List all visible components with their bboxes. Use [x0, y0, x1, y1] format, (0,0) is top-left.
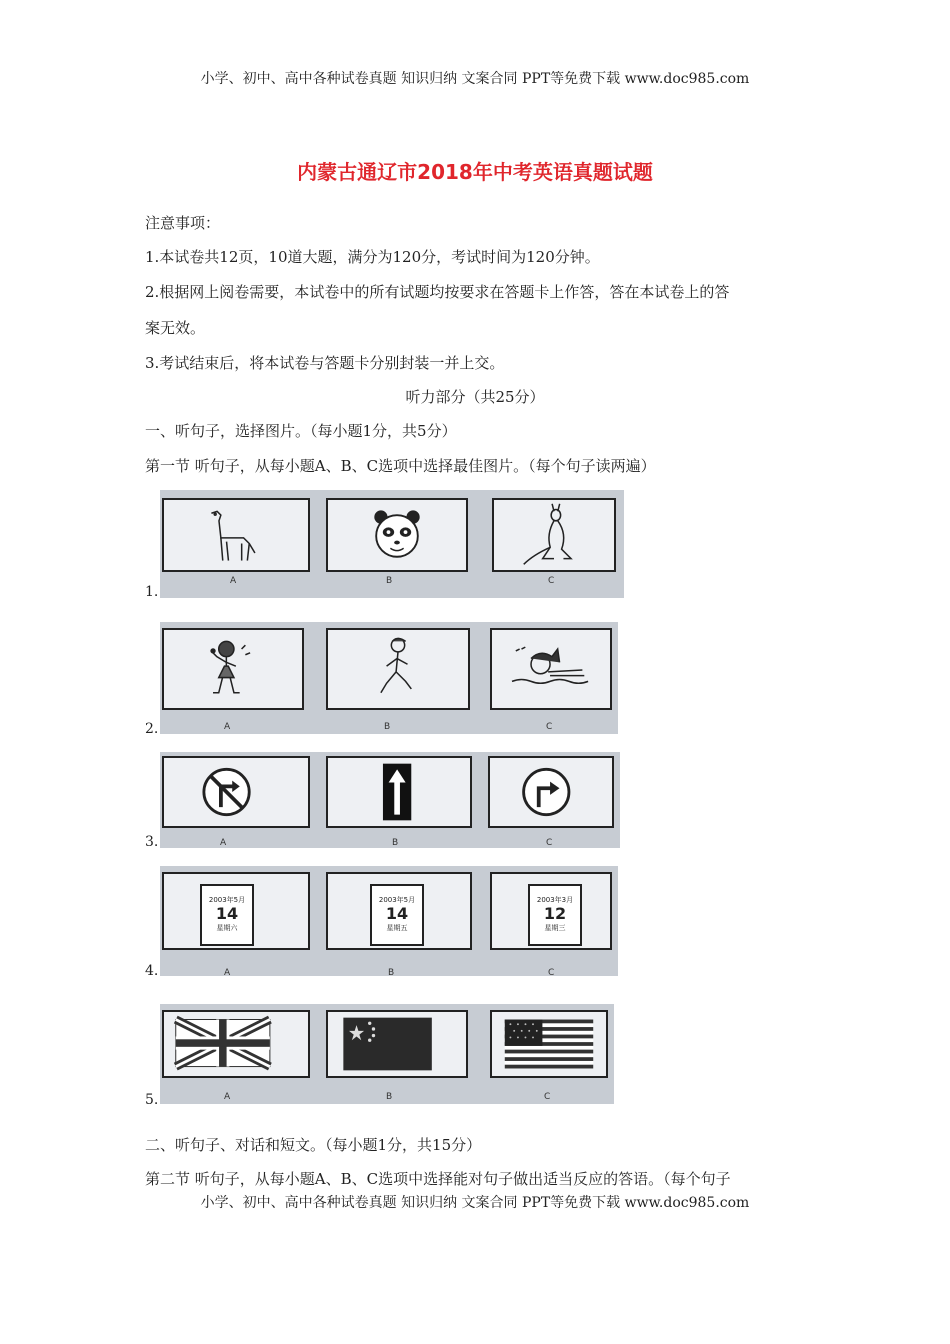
option-label-b: B: [384, 722, 391, 732]
question-number-5: 5.: [145, 1092, 159, 1108]
question-number-4: 4.: [145, 963, 159, 979]
option-a-panel[interactable]: [162, 756, 310, 848]
calendar-day: 14: [215, 904, 239, 923]
option-label-c: C: [546, 838, 553, 848]
option-b-panel[interactable]: [326, 756, 472, 848]
question-1-images: [160, 490, 624, 598]
option-label-b: B: [388, 968, 395, 976]
option-label-a: A: [220, 838, 227, 848]
option-label-c: C: [546, 722, 553, 732]
panda-icon: [328, 500, 466, 570]
kangaroo-icon: [494, 500, 614, 570]
calendar-saturday-icon: [200, 884, 254, 946]
option-b-panel[interactable]: [326, 498, 468, 586]
option-label-a: A: [230, 576, 237, 586]
option-c-panel[interactable]: [490, 628, 612, 732]
girl-swimming-icon: [492, 630, 610, 708]
option-label-a: A: [224, 968, 231, 976]
option-b-panel[interactable]: [326, 872, 472, 976]
option-c-panel[interactable]: [488, 756, 614, 848]
part2-section: 第二节 听句子，从每小题A、B、C选项中选择能对句子做出适当反应的答语。（每个句子: [145, 1170, 731, 1188]
page-header: 小学、初中、高中各种试卷真题 知识归纳 文案合同 PPT等免费下载 www.doc985.com: [200, 71, 750, 87]
option-label-c: C: [548, 968, 555, 976]
option-label-b: B: [386, 1092, 393, 1102]
option-label-b: B: [386, 576, 393, 586]
calendar-day: 12: [543, 904, 567, 923]
calendar-day: 14: [385, 904, 409, 923]
option-b-panel[interactable]: [326, 628, 470, 732]
part1-heading: 一、听句子，选择图片。（每小题1分，共5分）: [145, 422, 457, 440]
straight-ahead-sign-icon: [328, 758, 470, 826]
option-label-b: B: [392, 838, 399, 848]
option-label-c: C: [544, 1092, 551, 1102]
notice-item-2-cont: 案无效。: [145, 319, 206, 337]
notice-item-2: 2.根据网上阅卷需要，本试卷中的所有试题均按要求在答题卡上作答，答在本试卷上的答: [145, 283, 730, 301]
option-c-panel[interactable]: [490, 1010, 608, 1102]
notice-item-1: 1.本试卷共12页，10道大题，满分为120分，考试时间为120分钟。: [145, 248, 600, 266]
page-footer: 小学、初中、高中各种试卷真题 知识归纳 文案合同 PPT等免费下载 www.doc985.com: [200, 1195, 750, 1211]
calendar-month: 2003年5月: [378, 896, 416, 904]
calendar-weekday: 星期五: [386, 924, 408, 932]
option-label-a: A: [224, 722, 231, 732]
option-c-panel[interactable]: [490, 872, 612, 976]
calendar-wednesday-icon: [528, 884, 582, 946]
calendar-month: 2003年3月: [536, 896, 574, 904]
no-right-turn-sign-icon: [164, 758, 308, 826]
usa-flag-icon: [492, 1012, 606, 1076]
option-b-panel[interactable]: [326, 1010, 468, 1102]
calendar-month: 2003年5月: [208, 896, 246, 904]
question-3-images: [160, 752, 620, 848]
option-a-panel[interactable]: [162, 872, 310, 976]
question-5-images: [160, 1004, 614, 1104]
option-label-c: C: [548, 576, 555, 586]
china-flag-icon: [328, 1012, 466, 1076]
notice-item-3: 3.考试结束后，将本试卷与答题卡分别封装一并上交。: [145, 354, 505, 372]
option-a-panel[interactable]: [162, 1010, 310, 1102]
part1-section: 第一节 听句子，从每小题A、B、C选项中选择最佳图片。（每个句子读两遍）: [145, 457, 656, 475]
question-4-images: [160, 866, 618, 976]
question-number-3: 3.: [145, 834, 159, 850]
calendar-weekday: 星期六: [216, 924, 238, 932]
page-title: 内蒙古通辽市2018年中考英语真题试题: [297, 160, 653, 184]
girl-singing-icon: [164, 630, 302, 708]
question-2-images: [160, 622, 618, 734]
uk-flag-icon: [164, 1012, 308, 1076]
turn-right-sign-icon: [490, 758, 612, 826]
calendar-friday-icon: [370, 884, 424, 946]
listening-title: 听力部分（共25分）: [405, 388, 545, 406]
option-a-panel[interactable]: [162, 498, 310, 586]
notice-heading: 注意事项：: [145, 214, 221, 232]
calendar-weekday: 星期三: [544, 924, 566, 932]
part2-heading: 二、听句子、对话和短文。（每小题1分，共15分）: [145, 1136, 482, 1154]
question-number-2: 2.: [145, 721, 159, 737]
giraffe-icon: [164, 500, 308, 570]
option-c-panel[interactable]: [492, 498, 616, 586]
option-a-panel[interactable]: [162, 628, 304, 732]
question-number-1: 1.: [145, 584, 159, 600]
option-label-a: A: [224, 1092, 231, 1102]
girl-running-icon: [328, 630, 468, 708]
